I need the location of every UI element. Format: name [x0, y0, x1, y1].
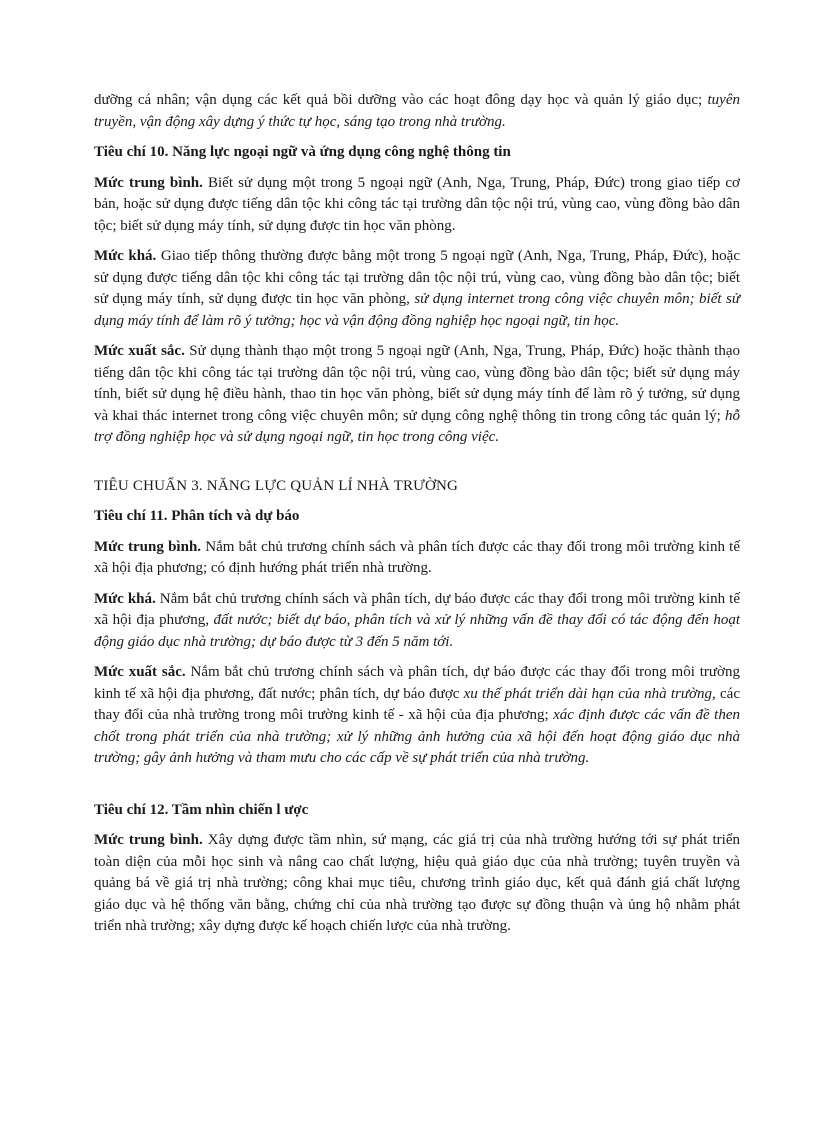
criterion-11-good: Mức khá. Nắm bắt chủ trương chính sách và phân tích, dự báo được các thay đổi trong môi trường kinh tế xã hội địa phương, đất nước; biết dự báo, phân tích và xử lý những vấn đề thay đổi có tác động đến hoạt động giáo dục nhà trường; dự báo được từ 3 đến 5 năm tới.	[94, 590, 740, 650]
criterion-10-title: Tiêu chí 10. Năng lực ngoại ngữ và ứng dụng công nghệ thông tin	[94, 144, 511, 160]
criterion-10-good: Mức khá. Giao tiếp thông thường được bằng một trong 5 ngoại ngữ (Anh, Nga, Trung, Pháp, Đức), hoặc sử dụng được tiếng dân tộc khi công tác tại trường dân tộc nội trú, vùng cao, vùng đồng bào dân tộc; biết sử dụng máy tính, sử dụng được tin học văn phòng, sử dụng internet trong công việc chuyên môn; biết sử dụng máy tính để làm rõ ý tưởng; học và vận động đồng nghiệp học ngoại ngữ, tin học.	[94, 248, 741, 329]
criterion-12-average: Mức trung bình. Xây dựng được tầm nhìn, sứ mạng, các giá trị của nhà trường hướng tới sự phát triển toàn diện của mỗi học sinh và nâng cao chất lượng, hiệu quả giáo dục của nhà trường; tuyên truyền và quảng bá về giá trị nhà trường; công khai mục tiêu, chương trình giáo dục, kết quả đánh giá chất lượng giáo dục và hệ thống văn bằng, chứng chỉ của nhà trường tạo được sự đồng thuận và ủng hộ nhằm phát triển nhà trường; xây dựng được kế hoạch chiến lược của nhà trường.	[94, 832, 740, 934]
criterion-12-title: Tiêu chí 12. Tầm nhìn chiến l ược	[94, 801, 309, 818]
criterion-11-average: Mức trung bình. Nắm bắt chủ trương chính sách và phân tích được các thay đổi trong môi trường kinh tế xã hội địa phương; có định hướng phát triển nhà trường.	[94, 538, 740, 576]
document-page	[94, 90, 740, 947]
standard-3-heading: TIÊU CHUẨN 3. NĂNG LỰC QUẢN LÍ NHÀ TRƯỜNG	[94, 477, 459, 494]
criterion-11-excellent: Mức xuất sắc. Nắm bắt chủ trương chính sách và phân tích, dự báo được các thay đổi trong môi trường kinh tế xã hội địa phương, đất nước; phân tích, dự báo được xu thế phát triển dài hạn của nhà trường, các thay đổi của nhà trường trong môi trường kinh tế - xã hội của địa phương; xác định được các vấn đề then chốt trong phát triển của nhà trường; xử lý những ảnh hưởng của xã hội đến hoạt động giáo dục nhà trường; gây ảnh hưởng và tham mưu cho các cấp về sự phát triển của nhà trường.	[94, 664, 740, 766]
intro-paragraph: dưỡng cá nhân; vận dụng các kết quả bồi dưỡng vào các hoạt đông dạy học và quản lý giáo dục; tuyên truyền, vận động xây dựng ý thức tự học, sáng tạo trong nhà trường.	[94, 92, 740, 130]
criterion-10-average: Mức trung bình. Biết sử dụng một trong 5 ngoại ngữ (Anh, Nga, Trung, Pháp, Đức) trong giao tiếp cơ bản, hoặc sử dụng được tiếng dân tộc khi công tác tại trường dân tộc nội trú, vùng cao, vùng đồng bào dân tộc; biết sử dụng máy tính, sử dụng được tin học văn phòng.	[94, 174, 740, 234]
criterion-11-title: Tiêu chí 11. Phân tích và dự báo	[94, 508, 300, 524]
criterion-10-excellent: Mức xuất sắc. Sử dụng thành thạo một trong 5 ngoại ngữ (Anh, Nga, Trung, Pháp, Đức) hoặc thành thạo tiếng dân tộc khi công tác tại trường dân tộc nội trú, vùng cao, vùng đồng bào dân tộc; biết sử dụng máy tính, biết sử dụng hệ điều hành, thao tin học văn phòng, biết sử dụng máy tính để làm rõ ý tưởng, sử dụng và khai thác internet trong công việc chuyên môn; sử dụng công nghệ thông tin trong công tác quản lý; hỗ trợ đồng nghiệp học và sử dụng ngoại ngữ, tin học trong công việc.	[94, 343, 740, 445]
